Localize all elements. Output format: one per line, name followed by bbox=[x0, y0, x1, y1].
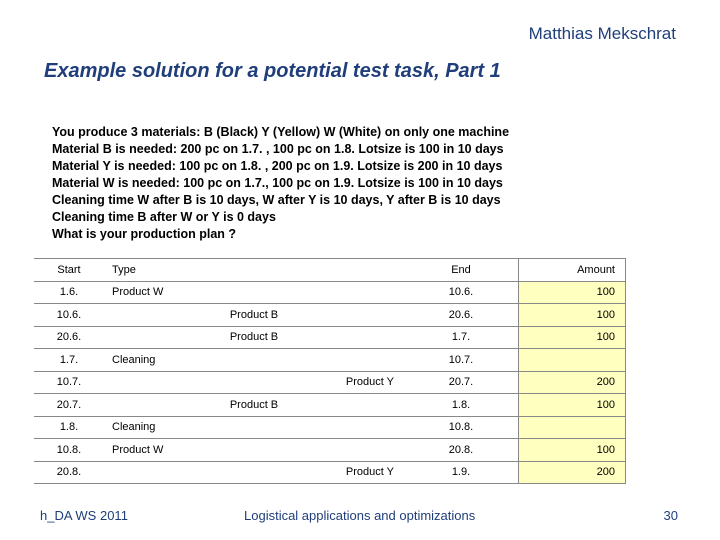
production-plan-table bbox=[34, 258, 626, 484]
row-type-label: Cleaning bbox=[112, 353, 156, 366]
row-start: 20.6. bbox=[34, 326, 104, 349]
table-row bbox=[34, 304, 626, 327]
row-amount: 200 bbox=[519, 461, 626, 484]
row-type bbox=[104, 416, 404, 439]
row-amount: 100 bbox=[519, 281, 626, 304]
table-row bbox=[34, 394, 626, 417]
row-end: 20.8. bbox=[404, 439, 519, 462]
header-start: Start bbox=[34, 259, 104, 282]
row-type-label: Product B bbox=[229, 308, 279, 321]
task-line: You produce 3 materials: B (Black) Y (Yellow) W (White) on only one machine bbox=[52, 125, 510, 139]
row-type bbox=[104, 371, 404, 394]
row-type bbox=[104, 304, 404, 327]
row-amount: 100 bbox=[519, 439, 626, 462]
row-type bbox=[104, 281, 404, 304]
row-type bbox=[104, 394, 404, 417]
row-type-label: Product B bbox=[229, 398, 279, 411]
row-end: 20.7. bbox=[404, 371, 519, 394]
row-type-label: Product W bbox=[112, 443, 164, 456]
row-end: 10.8. bbox=[404, 416, 519, 439]
row-end: 1.8. bbox=[404, 394, 519, 417]
table-row bbox=[34, 349, 626, 372]
table-row bbox=[34, 326, 626, 349]
table-row bbox=[34, 439, 626, 462]
row-end: 1.7. bbox=[404, 326, 519, 349]
task-line: What is your production plan ? bbox=[52, 227, 237, 241]
row-start: 10.6. bbox=[34, 304, 104, 327]
header-end: End bbox=[404, 259, 519, 282]
row-type bbox=[104, 439, 404, 462]
footer-course: h_DA WS 2011 bbox=[40, 508, 128, 523]
row-amount: 100 bbox=[519, 394, 626, 417]
row-amount: 200 bbox=[519, 371, 626, 394]
table-row bbox=[34, 281, 626, 304]
task-line: Material W is needed: 100 pc on 1.7., 100 pc on 1.9. Lotsize is 100 in 10 days bbox=[52, 176, 503, 190]
task-description bbox=[52, 124, 509, 243]
row-end: 1.9. bbox=[404, 461, 519, 484]
row-start: 20.8. bbox=[34, 461, 104, 484]
task-line: Material B is needed: 200 pc on 1.7. , 100 pc on 1.8. Lotsize is 100 in 10 days bbox=[52, 142, 504, 156]
row-type-label: Product B bbox=[229, 331, 279, 344]
task-line: Material Y is needed: 100 pc on 1.8. , 200 pc on 1.9. Lotsize is 200 in 10 days bbox=[52, 159, 503, 173]
footer-lecture-title: Logistical applications and optimizations bbox=[244, 508, 476, 523]
table-header-row bbox=[34, 259, 626, 282]
row-amount: 100 bbox=[519, 304, 626, 327]
row-type-label: Product Y bbox=[345, 376, 394, 389]
header-amount: Amount bbox=[519, 259, 626, 282]
row-type bbox=[104, 326, 404, 349]
page-number: 30 bbox=[663, 508, 678, 523]
row-type-label: Product Y bbox=[345, 466, 394, 479]
row-start: 20.7. bbox=[34, 394, 104, 417]
table-row bbox=[34, 371, 626, 394]
task-line: Cleaning time W after B is 10 days, W after Y is 10 days, Y after B is 10 days bbox=[52, 193, 501, 207]
row-type bbox=[104, 461, 404, 484]
row-start: 1.6. bbox=[34, 281, 104, 304]
row-amount bbox=[519, 349, 626, 372]
task-line: Cleaning time B after W or Y is 0 days bbox=[52, 210, 276, 224]
table-row bbox=[34, 416, 626, 439]
table-row bbox=[34, 461, 626, 484]
row-type-label: Cleaning bbox=[112, 421, 156, 434]
slide-title: Example solution for a potential test task, Part 1 bbox=[44, 60, 501, 82]
row-type bbox=[104, 349, 404, 372]
row-start: 10.7. bbox=[34, 371, 104, 394]
row-end: 20.6. bbox=[404, 304, 519, 327]
header-type-label: Type bbox=[112, 263, 136, 276]
row-end: 10.6. bbox=[404, 281, 519, 304]
row-start: 10.8. bbox=[34, 439, 104, 462]
header-type bbox=[104, 259, 404, 282]
row-amount bbox=[519, 416, 626, 439]
row-start: 1.7. bbox=[34, 349, 104, 372]
row-end: 10.7. bbox=[404, 349, 519, 372]
row-type-label: Product W bbox=[112, 286, 164, 299]
row-amount: 100 bbox=[519, 326, 626, 349]
author-name: Matthias Mekschrat bbox=[528, 24, 676, 43]
row-start: 1.8. bbox=[34, 416, 104, 439]
